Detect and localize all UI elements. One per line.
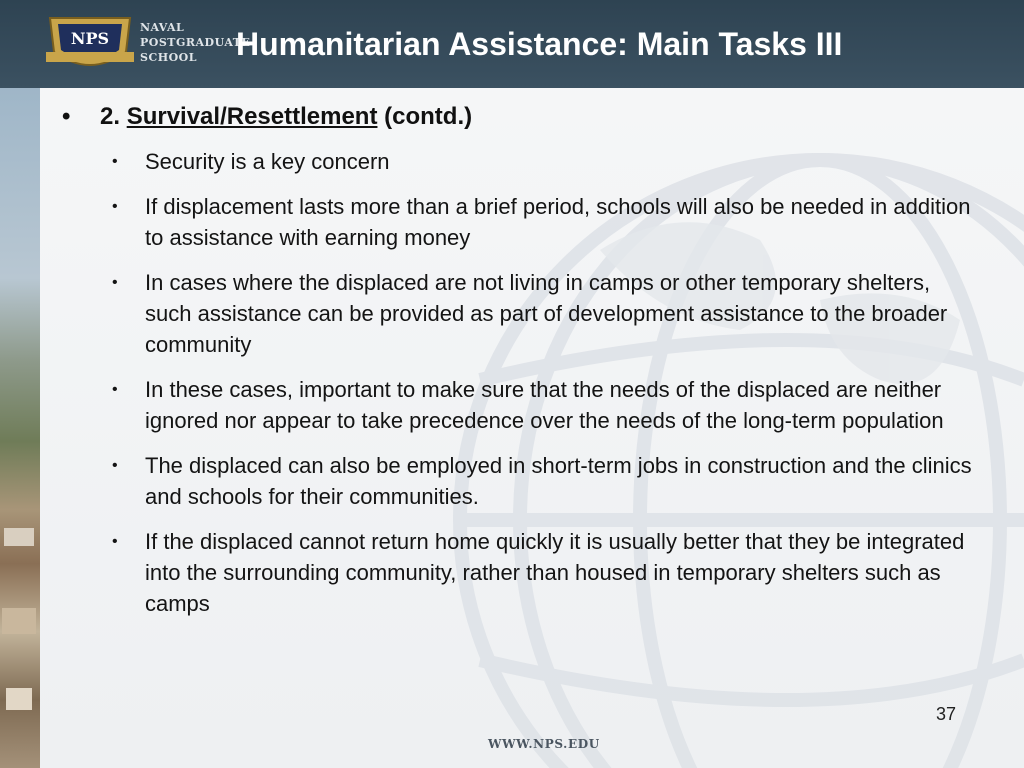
bullet-text: The displaced can also be employed in short-term jobs in construction and the clinics and schools for their communities. <box>145 453 972 509</box>
page-number: 37 <box>936 704 957 724</box>
bullet-text: In cases where the displaced are not living in camps or other temporary shelters, such assistance can be provided as part of development assistance to the broader community <box>145 270 948 357</box>
bullet-icon: • <box>112 153 118 170</box>
list-item <box>112 526 972 619</box>
list-item <box>112 374 972 436</box>
heading-topic: Survival/Resettlement <box>126 103 378 130</box>
list-item <box>112 146 972 177</box>
school-name <box>140 20 251 65</box>
school-name-line-3: SCHOOL <box>140 51 197 64</box>
list-item <box>112 191 972 253</box>
bullet-text: Security is a key concern <box>145 149 390 174</box>
bullet-icon: • <box>112 198 118 215</box>
slide-title: Humanitarian Assistance: Main Tasks III <box>236 26 843 62</box>
bullet-text: In these cases, important to make sure that the needs of the displaced are neither ignored nor appear to take precedence over the needs of the long-term population <box>145 377 944 433</box>
logo-text: NPS <box>70 29 110 48</box>
list-item <box>112 450 972 512</box>
bullet-text: If the displaced cannot return home quickly it is usually better that they be integrated into the surrounding community, rather than housed in temporary shelters such as camps <box>145 529 965 616</box>
bullet-icon: • <box>112 381 118 398</box>
bullet-icon: • <box>112 274 118 291</box>
list-item <box>112 267 972 360</box>
nps-shield-logo <box>44 12 136 76</box>
bullet-icon: • <box>112 533 118 550</box>
slide-content <box>0 88 1024 768</box>
bullet-icon: • <box>112 457 118 474</box>
bullet-text: If displacement lasts more than a brief period, schools will also be needed in addition to assistance with earning money <box>145 194 971 250</box>
bullet-icon: • <box>62 103 71 130</box>
heading-suffix: (contd.) <box>384 103 473 130</box>
school-name-line-2: POSTGRADUATE <box>140 36 251 49</box>
header-bar <box>0 0 1024 88</box>
school-name-line-1: NAVAL <box>140 21 185 34</box>
heading-number: 2. <box>100 103 121 130</box>
footer-url: WWW.NPS.EDU <box>488 737 600 751</box>
bullet-list <box>112 146 972 633</box>
